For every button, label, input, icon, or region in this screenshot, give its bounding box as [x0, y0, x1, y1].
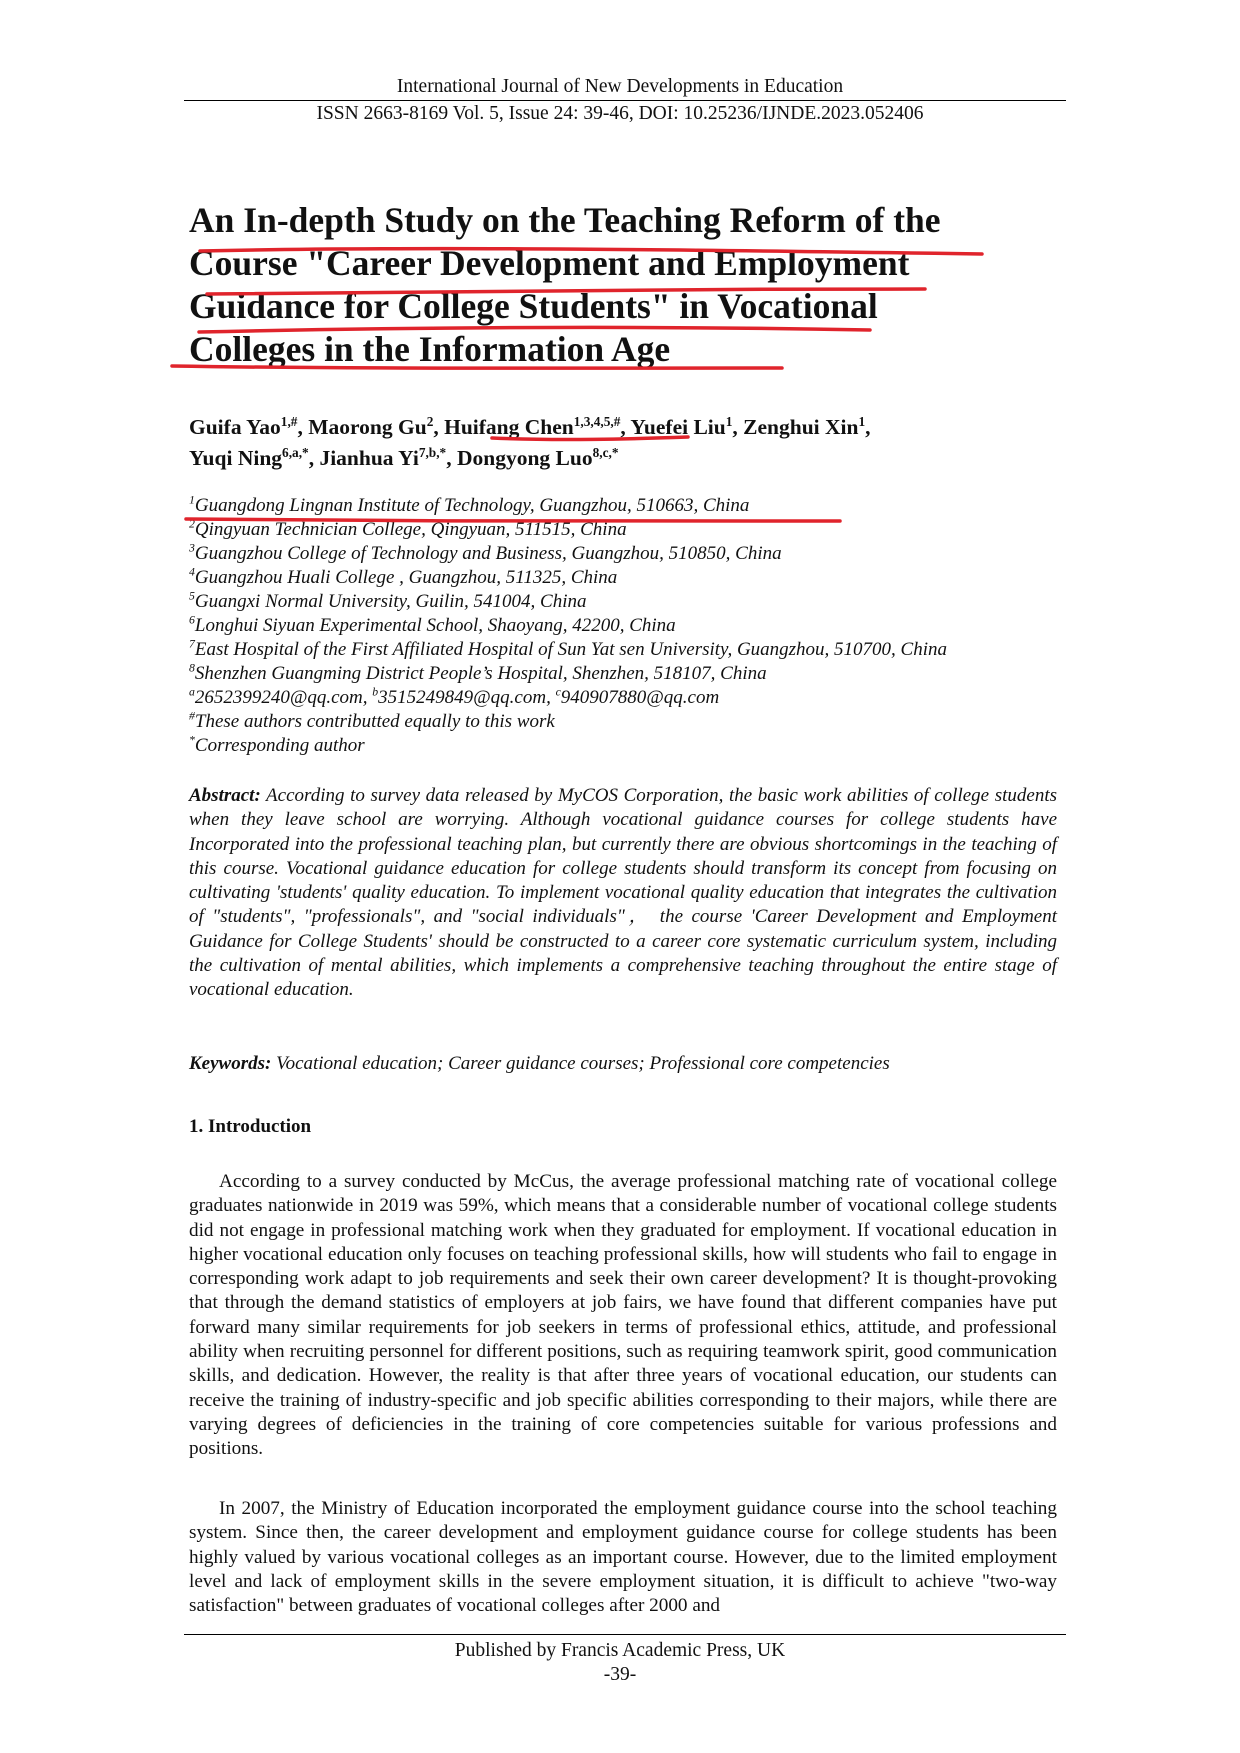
affiliation-mark: 1 — [189, 493, 195, 507]
paragraph-text: In 2007, the Ministry of Education incorporated the employment guidance course into the school teaching system. Since then, the career development and employment guidance course for college students has been highly valued by various vocational colleges as an important course. However, due to the limited employment level and lack of employment skills in the severe employment situation, it is difficult to achieve "two-way satisfaction" between graduates of vocational colleges after 2000 and — [189, 1498, 1057, 1617]
author-affiliation-marks: 1,# — [280, 413, 298, 429]
note-text: Corresponding author — [194, 735, 365, 756]
affiliation-item — [189, 542, 1089, 566]
abstract-text: According to survey data released by MyCOS Corporation, the basic work abilities of college students when they leave school are worrying. Although vocational guidance courses for college students have Incorporated into the professional teaching plan, but currently there are obvious shortcomings in the teaching of this course. Vocational guidance education for college students should transform its concept from focusing on cultivating 'students' quality education. To implement vocational quality education that integrates the cultivation of "students", "professionals", and "social individuals"， the course 'Career Development and Employment Guidance for College Students' should be constructed to a career core systematic curriculum system, including the cultivation of mental abilities, which implements a comprehensive teaching throughout the entire stage of vocational education. — [189, 785, 1057, 1001]
author-affiliation-marks: 1 — [858, 413, 866, 429]
author-line — [189, 412, 1089, 443]
affiliation-item — [189, 638, 1089, 662]
email-address: 2652399240@qq.com — [194, 687, 363, 708]
keywords-label: Keywords: — [189, 1053, 272, 1074]
affiliation-mark: 7 — [189, 637, 195, 651]
affiliation-item — [189, 590, 1089, 614]
journal-issn-line: ISSN 2663-8169 Vol. 5, Issue 24: 39-46, DOI: 10.25236/IJNDE.2023.052406 — [316, 103, 924, 124]
affiliation-item — [189, 494, 1089, 518]
title-line: Guidance for College Students" in Vocational — [189, 286, 878, 326]
author-name: Yuefei Liu — [630, 415, 726, 439]
affiliation-mark: 4 — [189, 565, 195, 579]
author-name: Maorong Gu — [308, 415, 427, 439]
author-name: Huifang Chen — [444, 415, 574, 439]
author-affiliation-marks: 8,c,* — [592, 444, 619, 460]
author-name: Guifa Yao — [189, 415, 281, 439]
note-mark: * — [189, 733, 195, 747]
affiliation-list — [189, 494, 1089, 758]
author-line — [189, 443, 1089, 474]
paper-title — [189, 199, 1089, 371]
author-name: Zenghui Xin — [743, 415, 859, 439]
keywords — [189, 1052, 1069, 1076]
title-line: Colleges in the Information Age — [189, 329, 671, 369]
author-affiliation-marks: 7,b,* — [418, 444, 447, 460]
author-separator: , — [865, 415, 871, 439]
affiliation-text: Guangzhou Huali College , Guangzhou, 511325, China — [194, 567, 618, 588]
email-address: 3515249849@qq.com — [378, 687, 547, 708]
author-affiliation-marks: 2 — [426, 413, 434, 429]
affiliation-text: Guangxi Normal University, Guilin, 541004, China — [194, 591, 587, 612]
abstract-label: Abstract: — [189, 785, 261, 806]
keywords-text: Vocational education; Career guidance courses; Professional core competencies — [276, 1053, 890, 1074]
section-heading: 1. Introduction — [189, 1116, 312, 1137]
affiliation-item — [189, 518, 1089, 542]
email-mark: a — [189, 685, 195, 699]
author-name: Jianhua Yi — [319, 446, 419, 470]
author-separator: , — [620, 415, 631, 439]
author-affiliation-marks: 1,3,4,5,# — [573, 413, 621, 429]
author-name: Dongyong Luo — [456, 446, 593, 470]
footer-rule — [184, 1634, 1066, 1635]
journal-name: International Journal of New Developments in Education — [396, 76, 844, 97]
affiliation-item — [189, 662, 1089, 686]
publisher-line: Published by Francis Academic Press, UK — [454, 1640, 786, 1661]
author-separator: , — [433, 415, 445, 439]
affiliation-item — [189, 614, 1089, 638]
note-mark: # — [189, 709, 195, 723]
title-line: An In-depth Study on the Teaching Reform of the — [189, 200, 941, 240]
affiliation-text: Longhui Siyuan Experimental School, Shaoyang, 42200, China — [194, 615, 676, 636]
email-line: $^a$2652399240@qq.com, $^b$3515249849@qq.com, $^c$940907880@qq.com — [189, 685, 720, 708]
affiliation-mark: 5 — [189, 589, 195, 603]
body-paragraph — [189, 1170, 1057, 1462]
author-separator: , — [308, 446, 320, 470]
author-list — [189, 412, 1089, 474]
equal-contribution-note — [189, 710, 1089, 734]
paragraph-text: According to a survey conducted by McCus, the average professional matching rate of vocational college graduates nationwide in 2019 was 59%, which means that a considerable number of vocational college students did not engage in professional matching work when they graduated for employment. If vocational education in higher vocational education only focuses on teaching professional skills, how will students who fail to engage in corresponding work adapt to job requirements and seek their own career development? It is thought-provoking that through the demand statistics of employers at job fairs, we have found that different companies have put forward many similar requirements for job seekers in terms of professional ethics, attitude, and professional ability when recruiting personnel for different positions, such as requiring teamwork spirit, good communication skills, and dedication. However, the reality is that after three years of vocational education, our students can receive the training of industry-specific and job specific abilities corresponding to their majors, while there are varying degrees of deficiencies in the training of core competencies suitable for various professions and positions. — [189, 1171, 1057, 1460]
title-line: Course "Career Development and Employment — [189, 243, 910, 283]
affiliation-mark: 8 — [189, 661, 195, 675]
author-affiliation-marks: 1 — [725, 413, 733, 429]
affiliation-mark: 2 — [189, 517, 195, 531]
author-affiliation-marks: 6,a,* — [282, 444, 309, 460]
email-address: 940907880@qq.com — [560, 687, 720, 708]
affiliation-text: Qingyuan Technician College, Qingyuan, 511515, China — [194, 519, 627, 540]
page-number: -39- — [603, 1664, 637, 1685]
email-mark: b — [372, 685, 379, 699]
affiliation-mark: 3 — [189, 541, 195, 555]
note-text: These authors contributted equally to this work — [194, 711, 555, 732]
header-rule — [184, 100, 1066, 101]
affiliation-item — [189, 566, 1089, 590]
author-name: Yuqi Ning — [189, 446, 283, 470]
author-separator: , — [297, 415, 309, 439]
affiliation-text: Shenzhen Guangming District People’s Hospital, Shenzhen, 518107, China — [194, 663, 767, 684]
affiliation-text: Guangdong Lingnan Institute of Technology, Guangzhou, 510663, China — [194, 495, 750, 516]
affiliation-text: East Hospital of the First Affiliated Hospital of Sun Yat sen University, Guangzhou, 510700, China — [194, 639, 948, 660]
abstract — [189, 784, 1057, 1003]
corresponding-author-note — [189, 734, 1089, 758]
author-separator: , — [446, 446, 457, 470]
affiliation-text: Guangzhou College of Technology and Business, Guangzhou, 510850, China — [194, 543, 782, 564]
author-separator: , — [732, 415, 744, 439]
body-paragraph — [189, 1497, 1057, 1618]
affiliation-mark: 6 — [189, 613, 195, 627]
email-mark: c — [555, 685, 561, 699]
